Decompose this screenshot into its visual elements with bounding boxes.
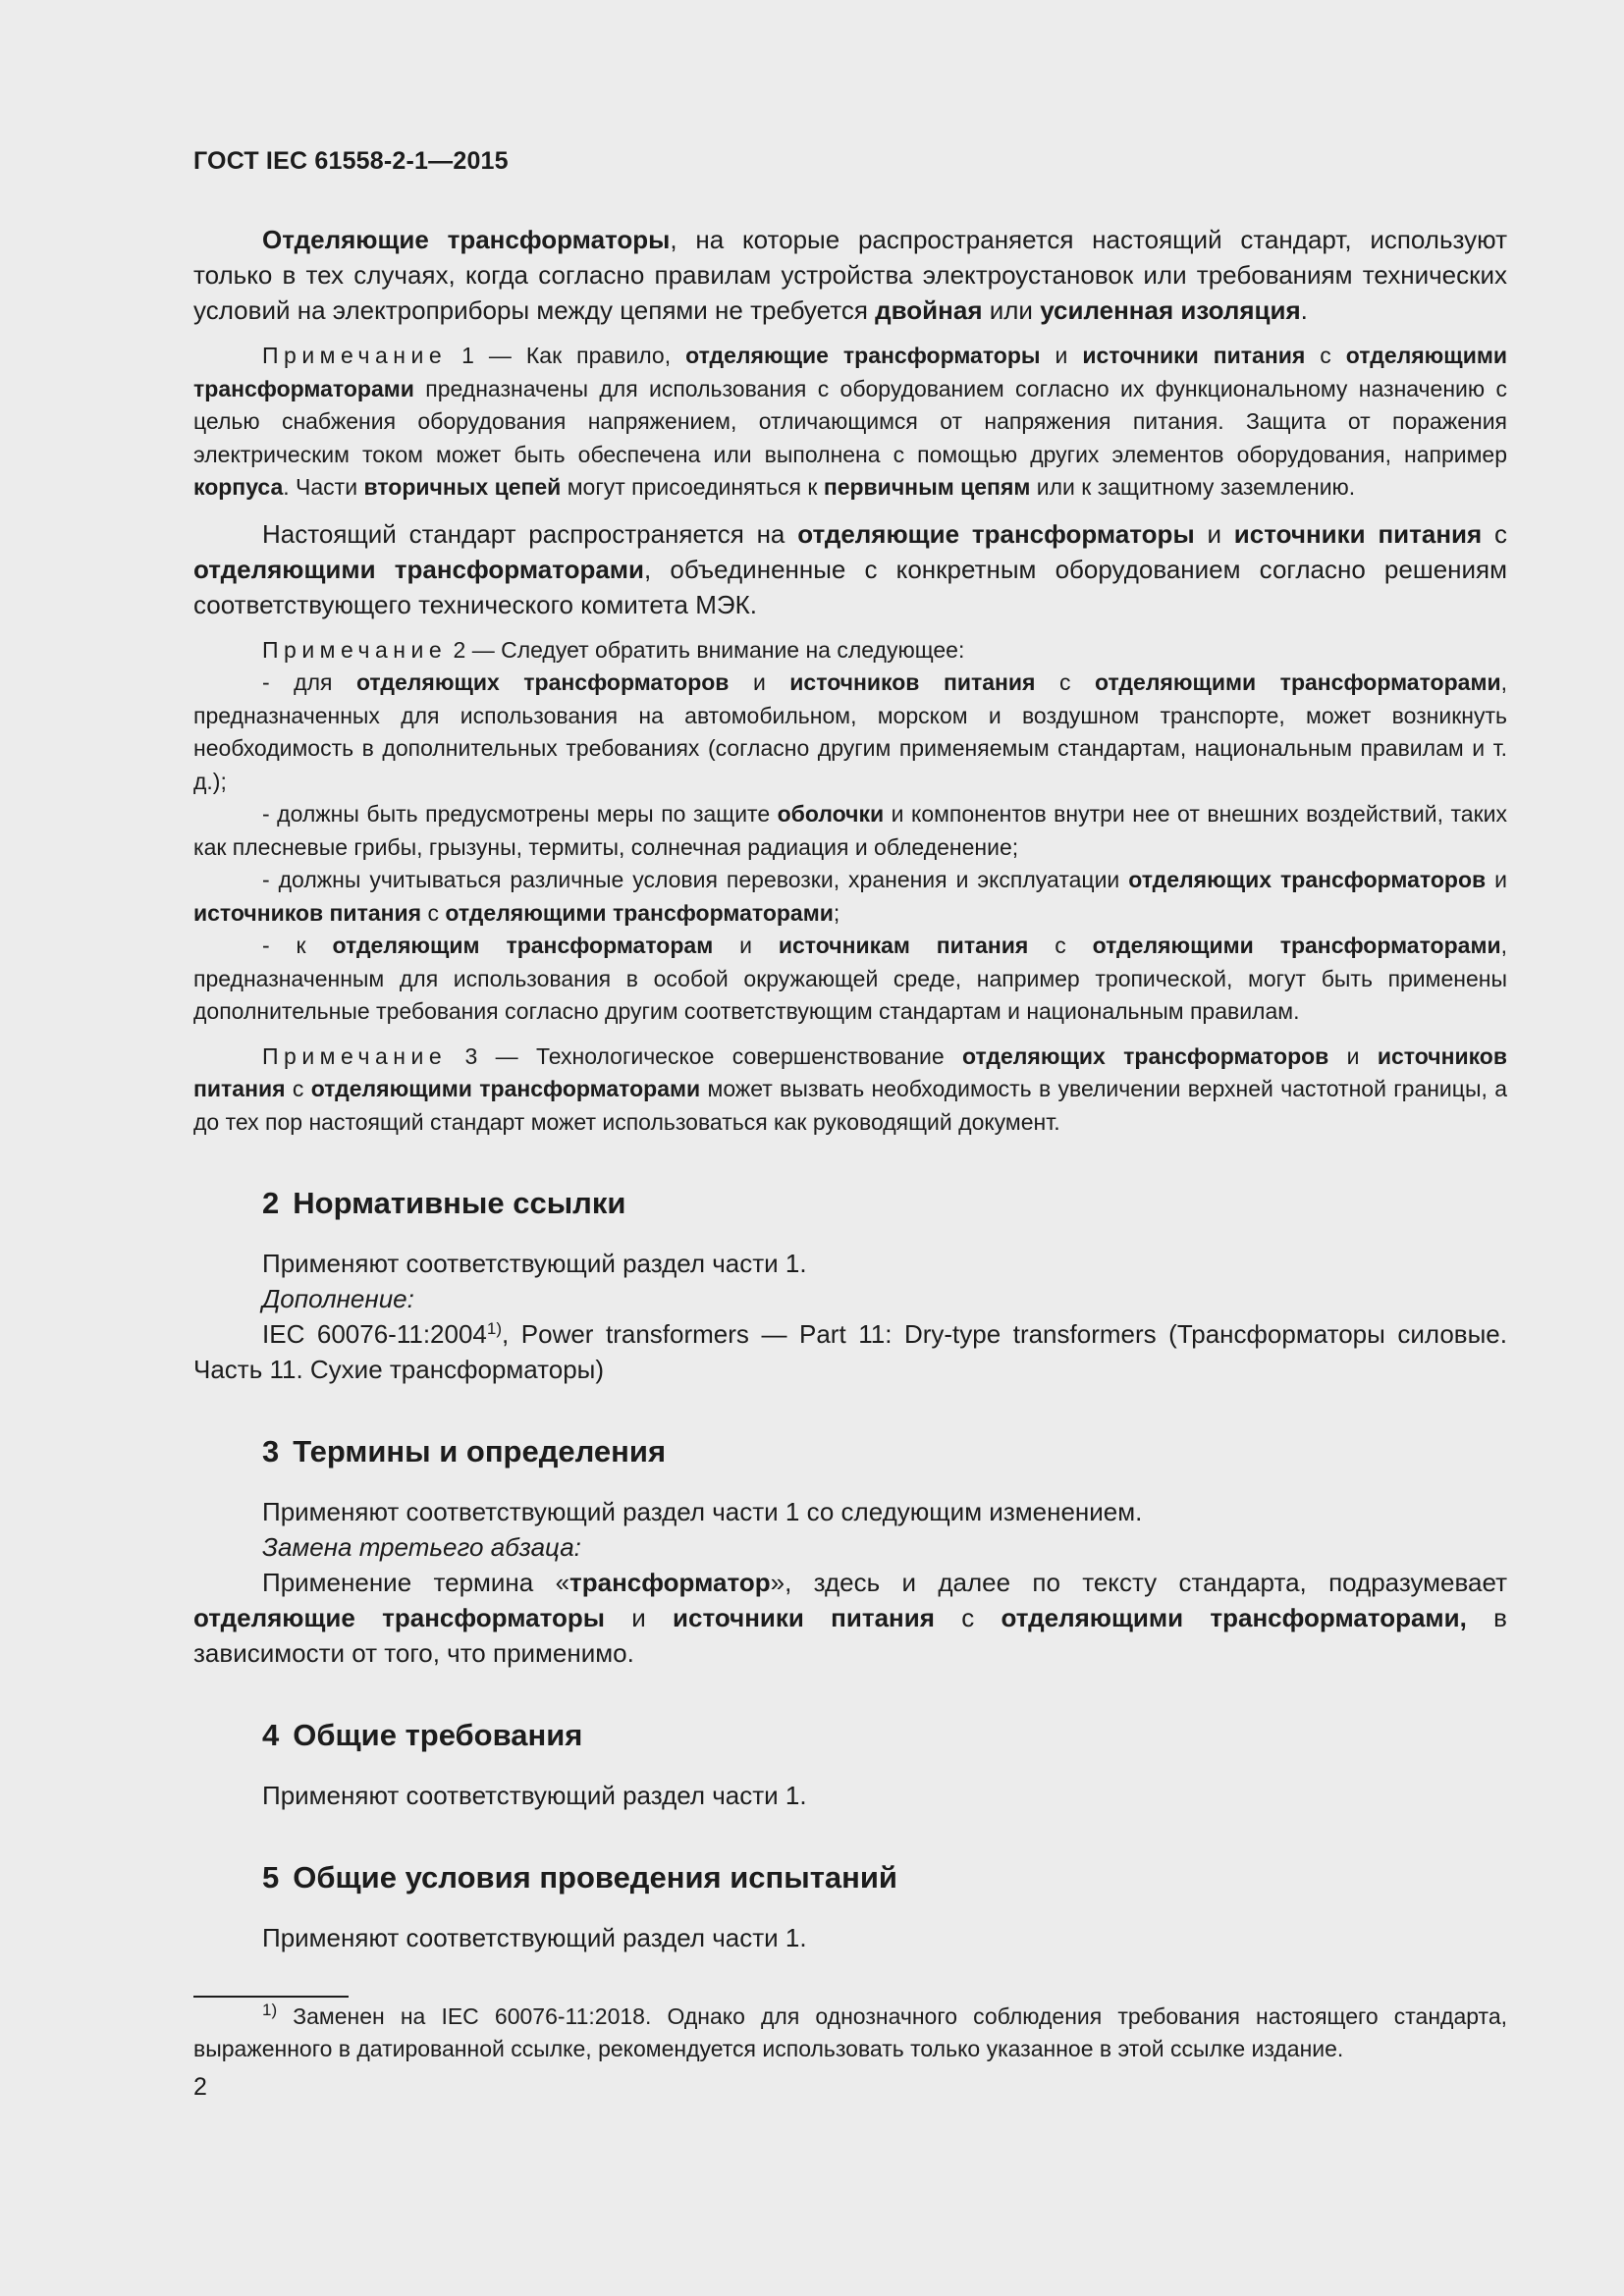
text-run: и <box>713 933 779 958</box>
bold-term: Отделяющие трансформаторы <box>262 225 671 254</box>
section-4-heading <box>262 1716 1507 1755</box>
bold-term: источников питания <box>193 1042 1507 1101</box>
note-2-item-4 <box>193 930 1507 1029</box>
bold-term: отделяющими трансформаторами, <box>1001 1603 1467 1632</box>
section-3-paragraph <box>193 1565 1507 1671</box>
section-4-line-1: Применяют соответствующий раздел части 1. <box>262 1781 807 1810</box>
text-run: Применение термина « <box>262 1568 570 1597</box>
text-run: Примечание <box>262 636 448 663</box>
footnote-separator <box>193 1996 349 1998</box>
section-3-replacement-label: Замена третьего абзаца: <box>262 1532 581 1562</box>
note-2-heading <box>193 634 1507 667</box>
text-run: - к <box>262 933 333 958</box>
section-5-line-1: Применяют соответствующий раздел части 1. <box>262 1923 807 1952</box>
text-run: и компонентов внутри нее от внешних воздействий, таких как плесневые грибы, грызуны, термиты, солнечная радиация и обледенение; <box>193 801 1507 860</box>
bold-term: отделяющими трансформаторами <box>445 899 834 926</box>
section-4-number: 4 <box>262 1718 280 1752</box>
text-run: ; <box>833 899 840 926</box>
text-run: », здесь и далее по тексту стандарта, подразумевает <box>770 1568 1507 1597</box>
text-run: . <box>1300 295 1308 325</box>
text-run: и <box>1194 518 1234 549</box>
text-run: с <box>1305 343 1346 368</box>
section-2-line-1: Применяют соответствующий раздел части 1. <box>262 1249 807 1278</box>
text-run: и <box>1328 1042 1378 1069</box>
text-run: и <box>604 1603 674 1632</box>
section-2-reference <box>193 1316 1507 1387</box>
text-run: может вызвать необходимость в увеличении верхней частотной границы, а до тех пор настоящий стандарт может использоваться как руководящий документ. <box>193 1076 1507 1135</box>
text-run: - должны быть предусмотрены меры по защите <box>262 801 778 827</box>
reference-title: , Power transformers — Part 11: Dry-type transformers (Трансформаторы силовые. Часть 11. Сухие трансформаторы) <box>193 1319 1507 1384</box>
bold-term: отделяющими трансформаторами <box>1092 933 1501 958</box>
bold-term: отделяющих трансформаторов <box>355 669 730 695</box>
text-run: 2 — Следует обратить внимание на следующее: <box>447 636 965 663</box>
text-run: в зависимости от того, что применимо. <box>193 1603 1507 1668</box>
text-run: или к защитному заземлению. <box>1030 474 1356 500</box>
document-header: ГОСТ IEC 61558-2-1—2015 <box>193 147 509 175</box>
bold-term: отделяющих трансформаторов <box>1128 867 1487 892</box>
bold-term: источников питания <box>789 669 1036 695</box>
text-run: , объединенные с конкретным оборудованием согласно решениям соответствующего технического комитета МЭК. <box>193 554 1507 619</box>
intro-paragraph-2 <box>193 516 1507 622</box>
text-run: Примечание <box>262 1042 448 1069</box>
bold-term: отделяющими трансформаторами <box>1094 669 1501 695</box>
bold-term: источникам питания <box>778 933 1029 958</box>
bold-term: источников питания <box>193 899 422 926</box>
page-number: 2 <box>193 2073 207 2101</box>
footnote-ref-marker: 1) <box>486 1319 503 1338</box>
footnote <box>193 2001 1507 2065</box>
text-run: и <box>1040 343 1083 368</box>
note-2-item-2 <box>193 798 1507 864</box>
bold-term: усиленная изоляция <box>1040 295 1301 325</box>
text-run: с <box>1035 669 1095 695</box>
bold-term: отделяющими трансформаторами <box>193 343 1507 401</box>
reference-id: IEC 60076-11:2004 <box>262 1319 487 1349</box>
note-2-item-1 <box>193 667 1507 798</box>
bold-term: отделяющих трансформаторов <box>961 1042 1329 1069</box>
section-2-number: 2 <box>262 1186 280 1220</box>
bold-term: отделяющие трансформаторы <box>193 1603 605 1632</box>
text-run: могут присоединяться к <box>561 474 824 500</box>
bold-term: отделяющие трансформаторы <box>797 518 1195 549</box>
text-run: Настоящий стандарт распространяется на <box>262 518 798 549</box>
footnote-text: Заменен на IEC 60076-11:2018. Однако для однозначного соблюдения требования настоящего стандарта, выраженного в датированной ссылке, рекомендуется использовать только указанное в этой ссылке издание. <box>193 2003 1507 2061</box>
section-3-heading <box>262 1432 1507 1471</box>
bold-term: отделяющими трансформаторами <box>310 1076 701 1101</box>
text-run: с <box>1028 933 1093 958</box>
section-3-line-1: Применяют соответствующий раздел части 1 со следующим изменением. <box>262 1497 1143 1526</box>
text-run: , предназначенных для использования на автомобильном, морском и воздушном транспорте, может возникнуть необходимость в дополнительных требованиях (согласно другим применяемым стандартам, национальным правилам и т. д.); <box>193 669 1507 794</box>
text-run: 1 — Как правило, <box>447 343 686 368</box>
section-5-heading <box>262 1858 1507 1897</box>
page-content <box>193 222 1507 1955</box>
text-run: , на которые распространяется настоящий стандарт, используют только в тех случаях, когда согласно правилам устройства электроустановок или требованиям технических условий на электроприборы между цепями не требуется <box>193 225 1507 325</box>
text-run: - для <box>262 669 356 695</box>
bold-term: оболочки <box>777 801 885 827</box>
bold-term: источники питания <box>673 1603 935 1632</box>
bold-term: корпуса <box>193 474 284 500</box>
bold-term: двойная <box>875 295 983 325</box>
section-5-number: 5 <box>262 1860 280 1895</box>
text-run: и <box>1486 867 1507 892</box>
text-run: и <box>729 669 790 695</box>
text-run: , предназначенным для использования в особой окружающей среде, например тропической, могут быть применены дополнительные требования согласно другим соответствующим стандартам и национальным правилам. <box>193 933 1507 1024</box>
note-2-item-3 <box>193 864 1507 930</box>
intro-paragraph-1 <box>193 222 1507 328</box>
text-run: - должны учитываться различные условия перевозки, хранения и эксплуатации <box>262 867 1129 892</box>
section-2-heading <box>262 1184 1507 1223</box>
text-run: с <box>1482 518 1507 549</box>
bold-term: отделяющим трансформаторам <box>332 933 714 958</box>
bold-term: отделяющие трансформаторы <box>685 343 1041 368</box>
bold-term: первичным цепям <box>823 474 1031 500</box>
section-2-title: Нормативные ссылки <box>293 1186 626 1220</box>
text-run: или <box>982 295 1041 325</box>
text-run: Примечание <box>262 343 448 368</box>
text-run: . Части <box>283 474 364 500</box>
bold-term: трансформатор <box>569 1568 771 1597</box>
note-3 <box>193 1041 1507 1140</box>
text-run: 3 — Технологическое совершенствование <box>447 1042 962 1069</box>
bold-term: вторичных цепей <box>363 474 562 500</box>
text-run: предназначены для использования с оборудованием согласно их функциональному назначению с целью снабжения оборудования напряжением, отличающимся от напряжения питания. Защита от поражения электрическим током может быть обеспечена или выполнена с помощью других элементов оборудования, например <box>193 375 1507 467</box>
note-1 <box>193 340 1507 505</box>
section-5-title: Общие условия проведения испытаний <box>293 1860 897 1895</box>
footnote-marker: 1) <box>262 2001 278 2019</box>
text-run: с <box>421 899 446 926</box>
section-3-number: 3 <box>262 1434 280 1468</box>
section-4-title: Общие требования <box>293 1718 583 1752</box>
text-run: с <box>934 1603 1001 1632</box>
bold-term: источники питания <box>1082 343 1306 368</box>
bold-term: отделяющими трансформаторами <box>193 554 645 584</box>
text-run: с <box>285 1076 311 1101</box>
section-2-addition-label: Дополнение: <box>262 1284 414 1313</box>
section-3-title: Термины и определения <box>293 1434 667 1468</box>
bold-term: источники питания <box>1233 518 1483 549</box>
